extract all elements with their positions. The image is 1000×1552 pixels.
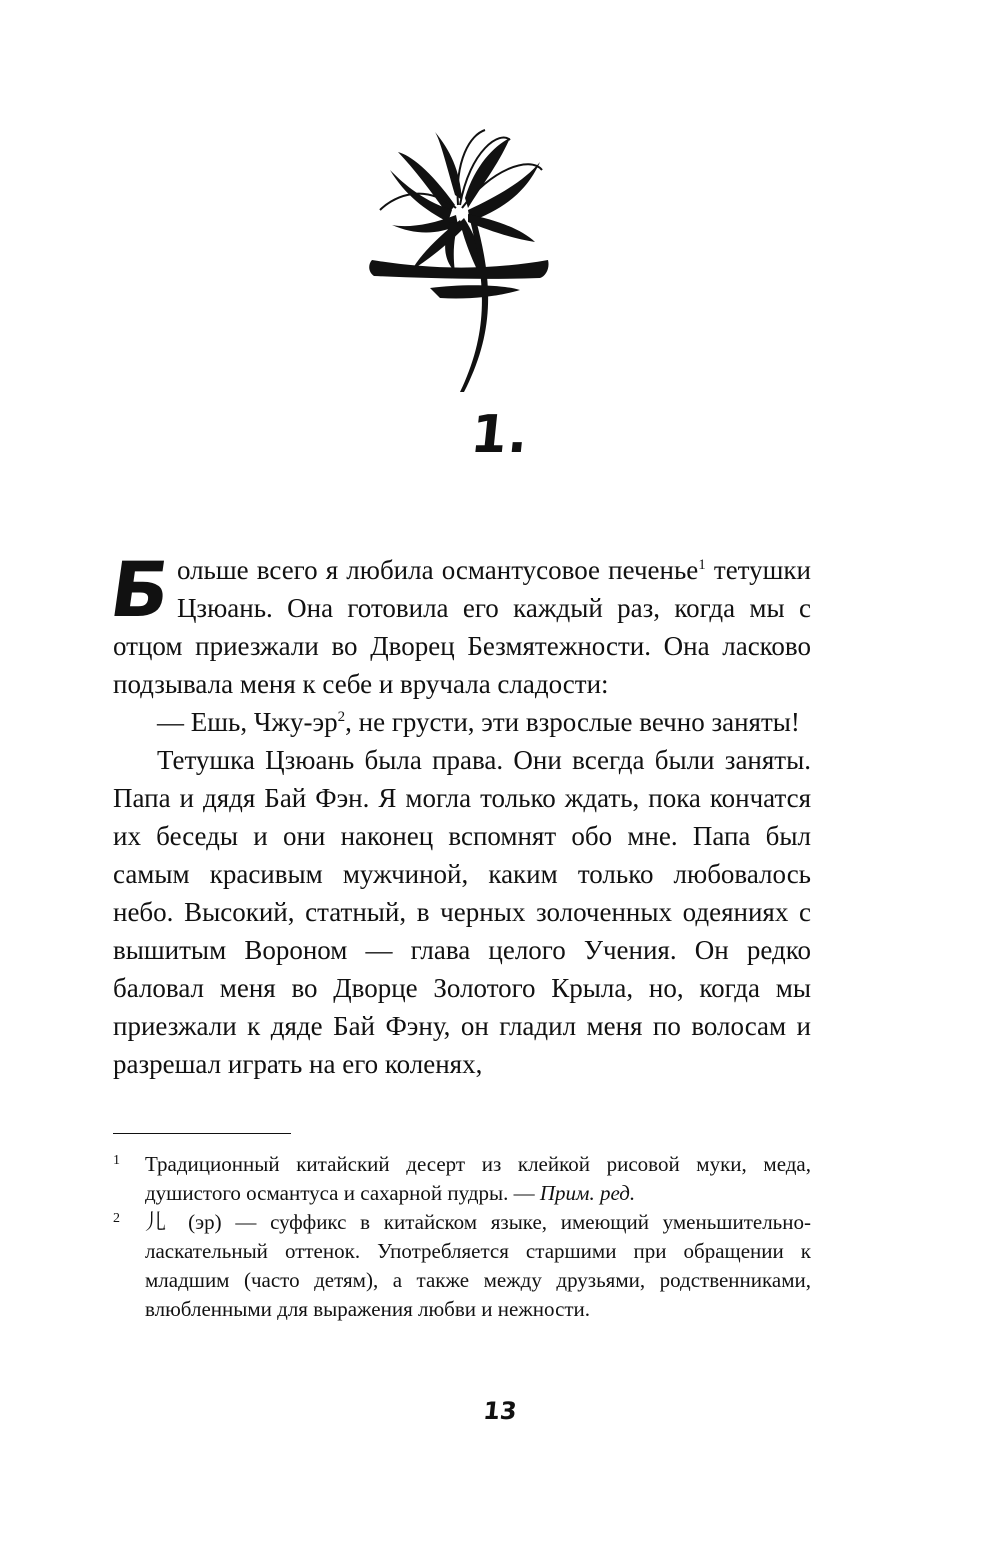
editor-note: Прим. ред. [539, 1181, 636, 1205]
footnote-1 [113, 1150, 811, 1208]
paragraph-2-text-b: , не грусти, эти взрослые вечно заняты! [345, 707, 800, 737]
paragraph-1-text-b: тетушки Цзюань. Она готовила его каждый раз, когда мы с отцом приезжали во Дворец Безмятежности. Она ласково подзывала меня к себе и вручала сладости: [113, 555, 811, 699]
paragraph-1 [104, 545, 811, 703]
paragraph-2-text-a: — Ешь, Чжу-эр [157, 707, 338, 737]
paragraph-2 [113, 703, 811, 741]
footnote-ref-2: 2 [337, 709, 346, 725]
chapter-number: 1. [467, 405, 533, 465]
footnote-text: 儿 (эр) — суффикс в китайском языке, имеющий уменьшительно-ласкательный оттенок. Употребляется старшими при обращении к младшим (часто детям), а также между друзьями, родственниками, влюбленными для выражения любви и нежности. [145, 1210, 811, 1321]
paragraph-3: Тетушка Цзюань была права. Они всегда были заняты. Папа и дядя Бай Фэн. Я могла только ждать, пока кончатся их беседы и они наконец вспомнят обо мне. Папа был самым красивым мужчиной, каким только любовалось небо. Высокий, статный, в черных золоченных одеяниях с вышитым Вороном — глава целого Учения. Он редко баловал меня во Дворце Золотого Крыла, но, когда мы приезжали к дяде Бай Фэну, он гладил меня по волосам и разрешал играть на его коленях, [113, 745, 811, 1079]
chapter-body [104, 545, 811, 1083]
footnote-divider [113, 1133, 291, 1134]
footnote-ref-1: 1 [698, 557, 706, 573]
drop-cap: Б [104, 545, 176, 634]
footnote-number: 1 [113, 1153, 120, 1168]
footnote-number: 2 [113, 1211, 120, 1226]
footnote-text: Традиционный китайский десерт из клейкой рисовой муки, меда, душистого османтуса и сахарной пудры. — [145, 1152, 811, 1205]
ink-flower-icon [360, 110, 560, 395]
paragraph-1-text-a: ольше всего я любила османтусовое печенье [176, 555, 699, 585]
footnote-text-wrap [145, 1150, 811, 1208]
page-number: 13 [481, 1397, 519, 1425]
footnotes [113, 1150, 811, 1324]
footnote-2 [113, 1208, 811, 1324]
